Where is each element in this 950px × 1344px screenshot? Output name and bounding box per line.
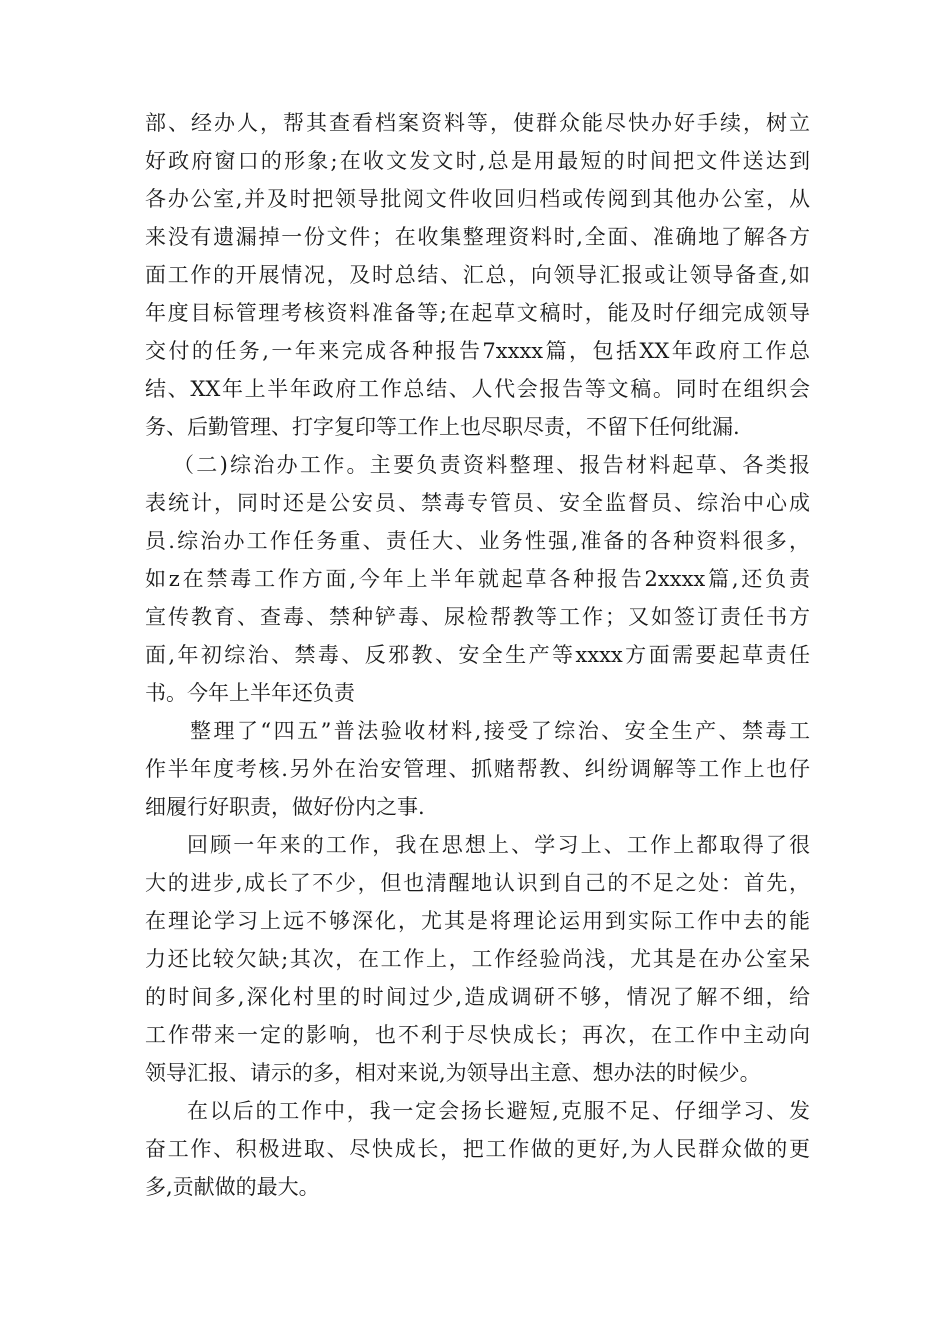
paragraph-3 <box>145 712 810 826</box>
paragraph-line: 整理了“四五”普法验收材料,接受了综治、安全生产、禁毒工 <box>190 719 810 743</box>
paragraph-line: 来没有遗漏掉一份文件；在收集整理资料时,全面、准确地了解各方 <box>145 225 810 249</box>
paragraph-line: 员.综治办工作任务重、责任大、业务性强,准备的各种资料很多， <box>145 529 810 553</box>
paragraph-line: 结、XX年上半年政府工作总结、人代会报告等文稿。同时在组织会 <box>145 377 810 401</box>
document-body <box>145 104 810 1206</box>
paragraph-line: 面工作的开展情况，及时总结、汇总，向领导汇报或让领导备查,如 <box>145 263 810 287</box>
paragraph-line: 如z在禁毒工作方面,今年上半年就起草各种报告2xxxx篇,还负责 <box>145 567 810 591</box>
paragraph-line: 在理论学习上远不够深化，尤其是将理论运用到实际工作中去的能 <box>145 909 810 933</box>
paragraph-2 <box>145 446 810 712</box>
paragraph-line: 表统计，同时还是公安员、禁毒专管员、安全监督员、综治中心成 <box>145 491 810 515</box>
paragraph-line: 好政府窗口的形象;在收文发文时,总是用最短的时间把文件送达到 <box>145 149 810 173</box>
paragraph-line: 回顾一年来的工作，我在思想上、学习上、工作上都取得了很 <box>187 833 810 857</box>
paragraph-line: 工作带来一定的影响，也不利于尽快成长；再次，在工作中主动向 <box>145 1023 810 1047</box>
paragraph-line: 面,年初综治、禁毒、反邪教、安全生产等xxxx方面需要起草责任 <box>145 643 810 667</box>
paragraph-line: 力还比较欠缺;其次，在工作上，工作经验尚浅，尤其是在办公室呆 <box>145 947 810 971</box>
paragraph-line: 部、经办人，帮其查看档案资料等，使群众能尽快办好手续，树立 <box>145 111 810 135</box>
paragraph-5 <box>145 1092 810 1206</box>
paragraph-line: 领导汇报、请示的多，相对来说,为领导出主意、想办法的时候少。 <box>145 1061 761 1085</box>
paragraph-line: 多,贡献做的最大。 <box>145 1175 320 1199</box>
paragraph-line: 宣传教育、查毒、禁种铲毒、尿检帮教等工作；又如签订责任书方 <box>145 605 810 629</box>
paragraph-line: 务、后勤管理、打字复印等工作上也尽职尽责，不留下任何纰漏. <box>145 415 740 439</box>
paragraph-line: 作半年度考核.另外在治安管理、抓赌帮教、纠纷调解等工作上也仔 <box>145 757 810 781</box>
paragraph-line: 在以后的工作中，我一定会扬长避短,克服不足、仔细学习、发 <box>187 1099 810 1123</box>
paragraph-4 <box>145 826 810 1092</box>
paragraph-line: 奋工作、积极进取、尽快成长，把工作做的更好,为人民群众做的更 <box>145 1137 810 1161</box>
paragraph-line: （二)综治办工作。主要负责资料整理、报告材料起草、各类报 <box>173 453 810 477</box>
paragraph-line: 细履行好职责，做好份内之事. <box>145 795 425 819</box>
paragraph-line: 的时间多,深化村里的时间过少,造成调研不够，情况了解不细，给 <box>145 985 810 1009</box>
paragraph-line: 交付的任务,一年来完成各种报告7xxxx篇，包括XX年政府工作总 <box>145 339 810 363</box>
paragraph-1 <box>145 104 810 446</box>
paragraph-line: 书。今年上半年还负责 <box>145 681 355 705</box>
paragraph-line: 各办公室,并及时把领导批阅文件收回归档或传阅到其他办公室，从 <box>145 187 810 211</box>
paragraph-line: 年度目标管理考核资料准备等;在起草文稿时，能及时仔细完成领导 <box>145 301 810 325</box>
paragraph-line: 大的进步,成长了不少，但也清醒地认识到自己的不足之处：首先， <box>145 871 810 895</box>
